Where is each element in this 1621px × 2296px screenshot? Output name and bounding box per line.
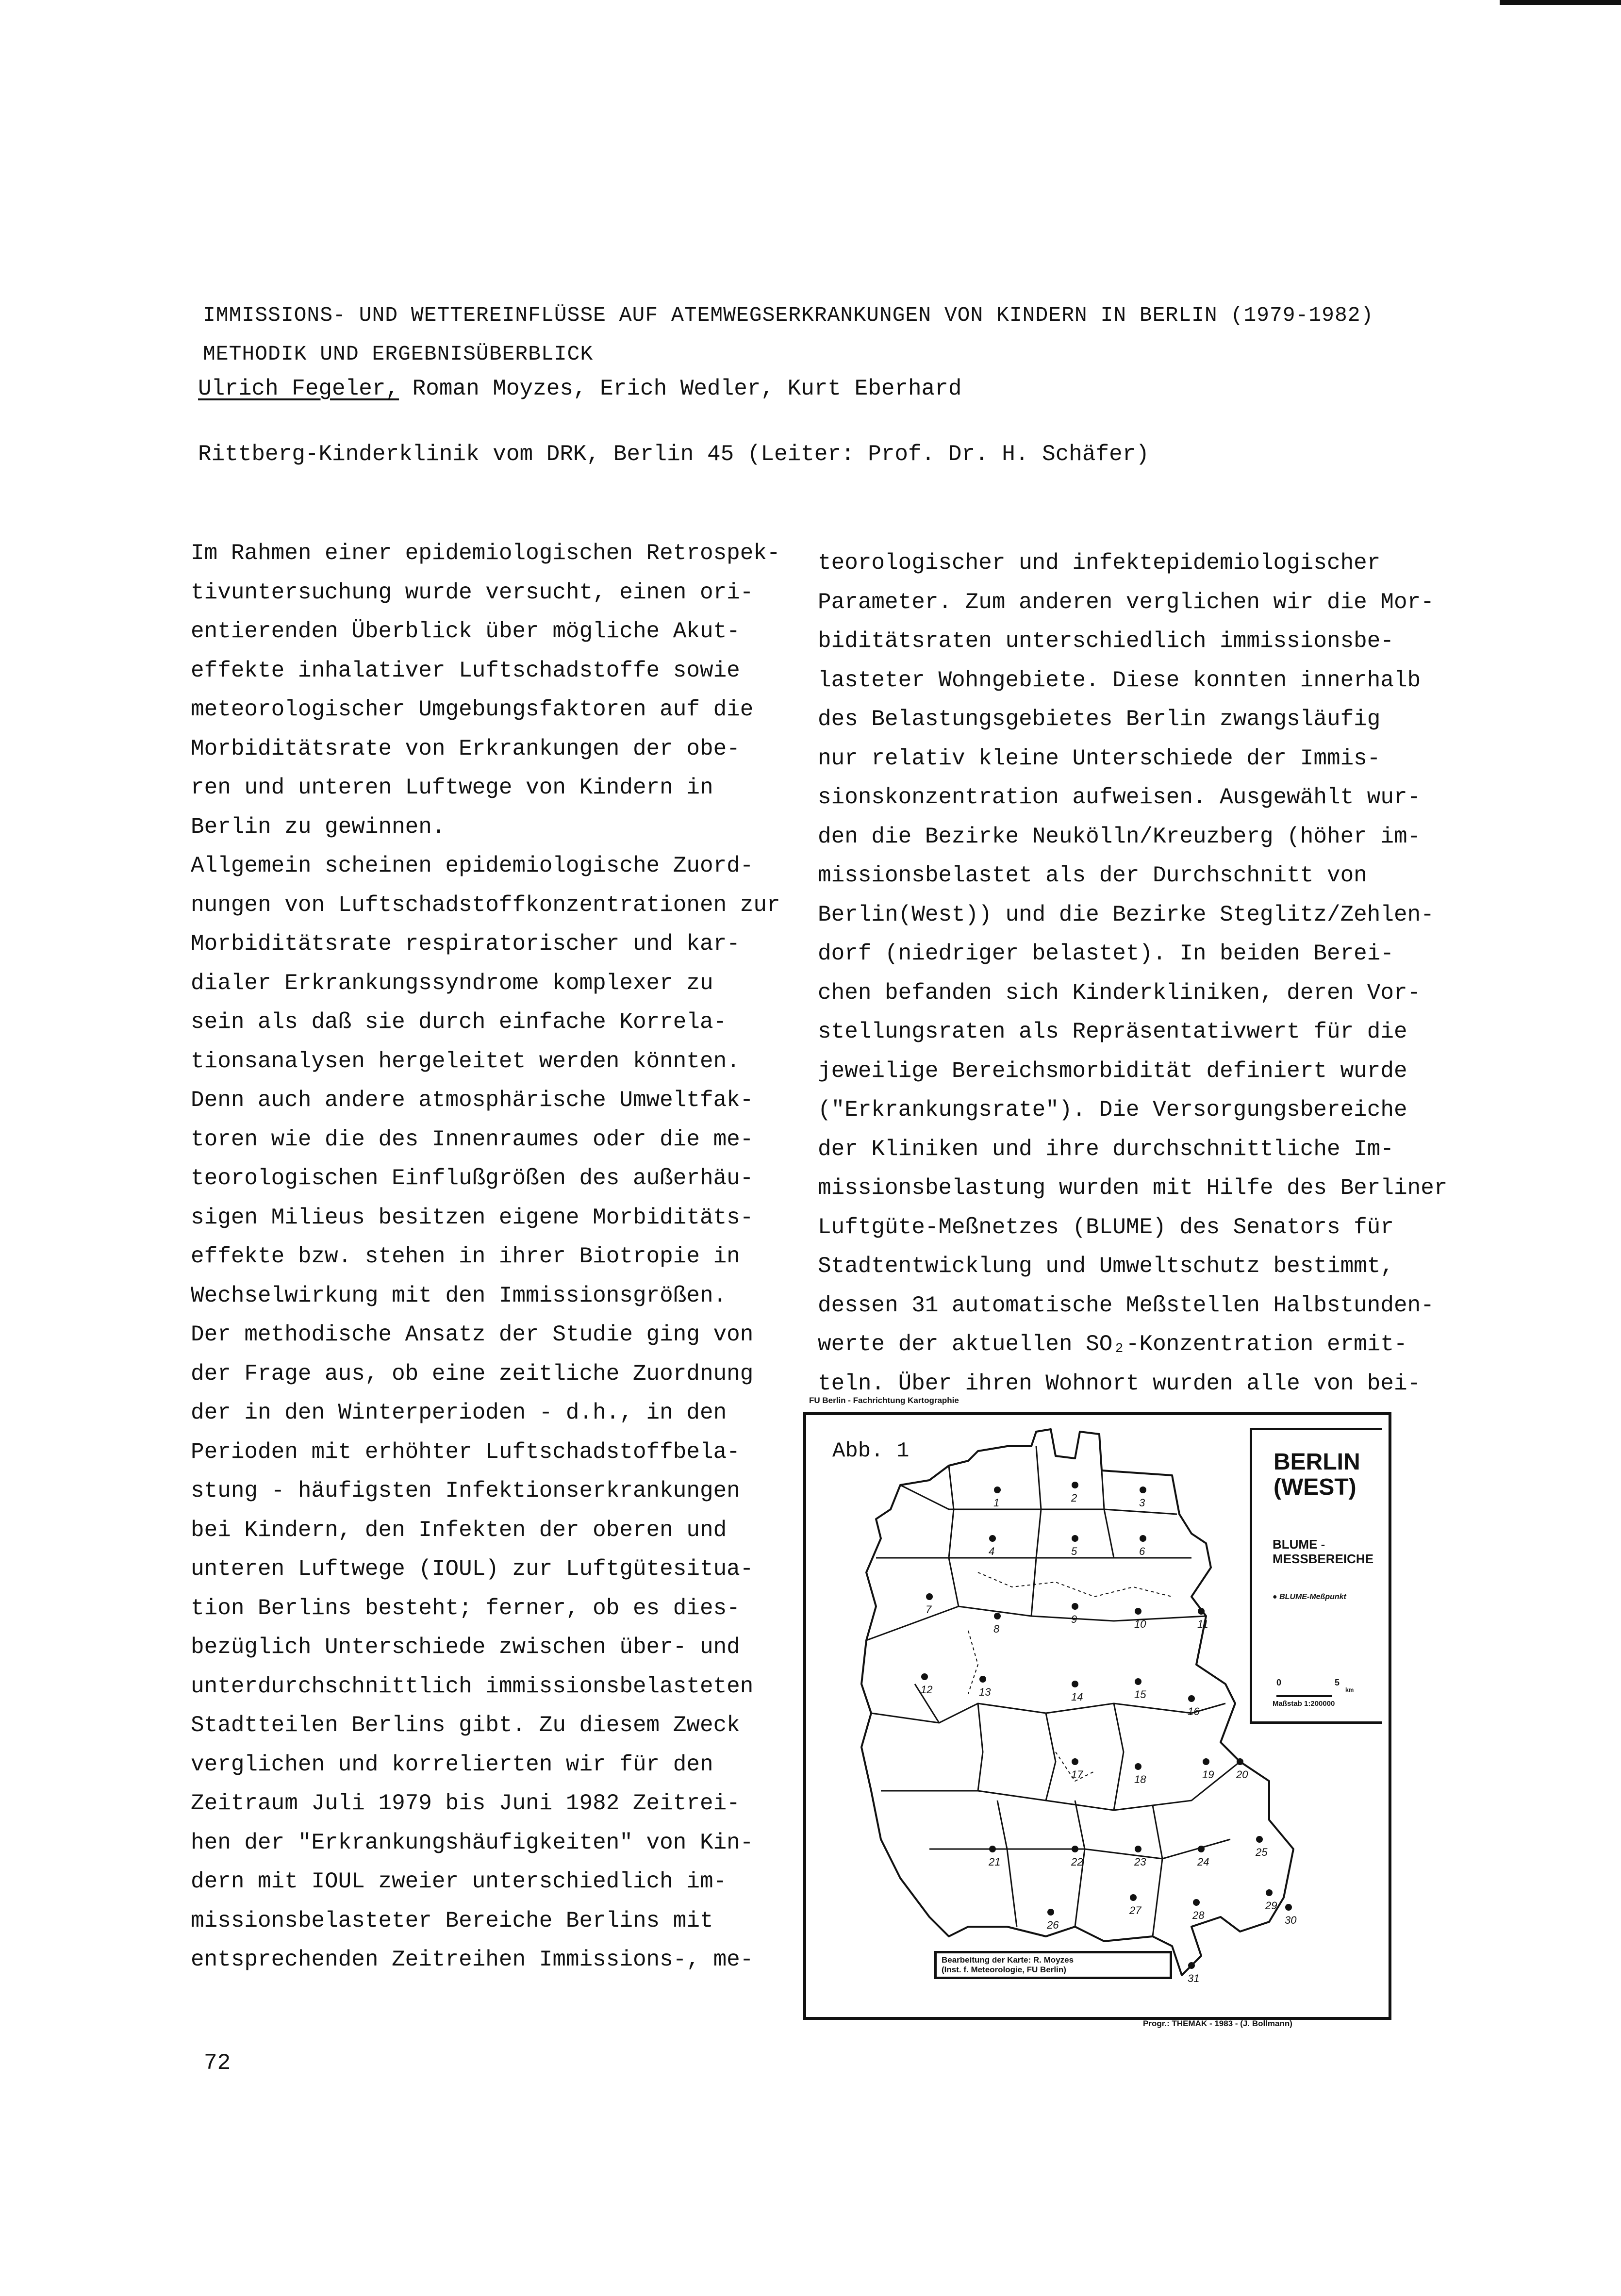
text-line: werte der aktuellen SO₂-Konzentration ermit- — [818, 1332, 1407, 1357]
station-label: 27 — [1129, 1904, 1141, 1916]
text-line: dialer Erkrankungssyndrome komplexer zu — [191, 970, 713, 996]
text-line: lasteter Wohngebiete. Diese konnten innerhalb — [818, 667, 1421, 693]
text-line: nungen von Luftschadstoffkonzentrationen zur — [191, 892, 780, 918]
text-line: hen der "Erkrankungshäufigkeiten" von Kin- — [191, 1830, 754, 1855]
text-line: Zeitraum Juli 1979 bis Juni 1982 Zeitrei- — [191, 1791, 740, 1816]
station-label: 7 — [926, 1603, 932, 1616]
text-line: unterdurchschnittlich immissionsbelasteten — [191, 1673, 754, 1699]
text-line: effekte inhalativer Luftschadstoffe sowie — [191, 658, 740, 683]
district-line — [1114, 1703, 1124, 1810]
text-line: teorologischer und infektepidemiologischer — [818, 550, 1381, 576]
text-line: missionsbelasteter Bereiche Berlins mit — [191, 1908, 713, 1933]
station-label: 28 — [1192, 1909, 1205, 1921]
station-dot — [1188, 1962, 1195, 1969]
district-line — [1031, 1446, 1041, 1616]
station-label: 17 — [1071, 1768, 1083, 1781]
text-line: tion Berlins besteht; ferner, ob es dies- — [191, 1595, 740, 1621]
text-line: entierenden Überblick über mögliche Akut- — [191, 619, 740, 644]
station-label: 3 — [1139, 1497, 1145, 1509]
station-label: 2 — [1071, 1492, 1077, 1504]
station-label: 31 — [1188, 1972, 1200, 1984]
station-dot — [1072, 1846, 1078, 1852]
text-line: sigen Milieus besitzen eigene Morbiditäts- — [191, 1205, 754, 1230]
text-line: des Belastungsgebietes Berlin zwangsläufig — [818, 707, 1381, 732]
scale-unit: km — [1345, 1686, 1354, 1693]
text-line: stung - häufigsten Infektionserkrankungen — [191, 1478, 740, 1503]
legend-item: ● BLUME-Meßpunkt — [1273, 1593, 1346, 1601]
district-line — [949, 1466, 959, 1606]
text-line: sein als daß sie durch einfache Korrela- — [191, 1009, 727, 1035]
text-column-left — [191, 534, 780, 1980]
station-dot — [1188, 1695, 1195, 1702]
figure-map — [803, 1396, 1395, 2033]
station-label: 9 — [1071, 1613, 1077, 1625]
station-dot — [1266, 1889, 1273, 1896]
text-line: tivuntersuchung wurde versucht, einen ori- — [191, 579, 754, 605]
district-line — [871, 1703, 1225, 1723]
presenting-author: Ulrich Fegeler, — [198, 376, 399, 401]
text-line: effekte bzw. stehen in ihrer Biotropie in — [191, 1244, 740, 1269]
station-label: 5 — [1071, 1545, 1077, 1557]
station-label: 16 — [1188, 1705, 1200, 1718]
station-markers — [921, 1482, 1297, 1984]
station-dot — [989, 1535, 996, 1542]
text-line: Der methodische Ansatz der Studie ging von — [191, 1322, 754, 1347]
station-dot — [1047, 1909, 1054, 1916]
scale-text: Maßstab 1:200000 — [1273, 1700, 1335, 1708]
text-line: Allgemein scheinen epidemiologische Zuord- — [191, 853, 754, 878]
district-line — [1153, 1805, 1162, 1936]
text-line: Luftgüte-Meßnetzes (BLUME) des Senators für — [818, 1214, 1394, 1240]
author-list — [198, 376, 961, 401]
map-program-note: Progr.: THEMAK - 1983 - (J. Bollmann) — [1143, 2019, 1292, 2028]
text-line: ren und unteren Luftwege von Kindern in — [191, 775, 713, 800]
station-dot — [1135, 1678, 1141, 1685]
station-label: 1 — [993, 1497, 1000, 1509]
text-line: dern mit IOUL zweier unterschiedlich im- — [191, 1869, 727, 1894]
station-label: 14 — [1071, 1691, 1083, 1703]
station-dot — [1198, 1608, 1205, 1615]
station-dot — [1135, 1763, 1141, 1770]
district-line — [978, 1703, 983, 1791]
text-line: der Kliniken und ihre durchschnittliche Im- — [818, 1136, 1394, 1162]
station-dot — [1072, 1535, 1078, 1542]
text-line: ("Erkrankungsrate"). Die Versorgungsbereiche — [818, 1097, 1407, 1123]
station-label: 4 — [989, 1545, 995, 1557]
station-dot — [1072, 1482, 1078, 1488]
station-dot — [1072, 1681, 1078, 1687]
text-line: stellungsraten als Repräsentativwert für die — [818, 1019, 1407, 1044]
station-dot — [1135, 1846, 1141, 1852]
figure-source-note: FU Berlin - Fachrichtung Kartographie — [809, 1396, 959, 1405]
scale-five: 5 — [1335, 1678, 1340, 1687]
station-label: 11 — [1197, 1618, 1208, 1630]
text-line: Perioden mit erhöhter Luftschadstoffbela- — [191, 1439, 740, 1465]
scale-zero: 0 — [1276, 1678, 1282, 1687]
district-line — [900, 1485, 1177, 1514]
text-line: Berlin zu gewinnen. — [191, 814, 446, 840]
station-dot — [989, 1846, 996, 1852]
text-line: der in den Winterperioden - d.h., in den — [191, 1400, 727, 1425]
text-line: missionsbelastung wurden mit Hilfe des Berliner — [818, 1175, 1448, 1201]
station-dot — [1198, 1846, 1205, 1852]
district-line — [1102, 1470, 1114, 1558]
page-number: 72 — [204, 2050, 231, 2076]
station-label: 10 — [1134, 1618, 1146, 1630]
text-line: toren wie die des Innenraumes oder die me- — [191, 1126, 754, 1152]
text-line: bei Kindern, den Infekten der oberen und — [191, 1517, 727, 1543]
legend-city: BERLIN (WEST) — [1274, 1449, 1360, 1500]
co-authors: Roman Moyzes, Erich Wedler, Kurt Eberhard — [399, 376, 962, 401]
station-dot — [1237, 1758, 1243, 1765]
station-dot — [1130, 1894, 1137, 1901]
legend-subtitle: BLUME - MESSBEREICHE — [1273, 1537, 1374, 1566]
station-dot — [1256, 1836, 1263, 1843]
river-line — [968, 1631, 978, 1694]
district-line — [866, 1606, 1206, 1640]
station-dot — [994, 1613, 1001, 1619]
district-line — [881, 1762, 1240, 1810]
station-label: 21 — [989, 1856, 1001, 1868]
text-line: den die Bezirke Neukölln/Kreuzberg (höher im- — [818, 824, 1421, 849]
station-label: 24 — [1197, 1856, 1209, 1868]
text-line: unteren Luftwege (IOUL) zur Luftgütesitua- — [191, 1556, 754, 1582]
station-label: 19 — [1202, 1768, 1214, 1781]
text-line: Morbiditätsrate respiratorischer und kar- — [191, 931, 740, 957]
station-dot — [1140, 1487, 1146, 1493]
text-column-right — [818, 544, 1447, 1403]
scan-edge-mark — [1500, 0, 1621, 5]
station-label: 25 — [1256, 1846, 1268, 1858]
text-line: biditätsraten unterschiedlich immissionsbe- — [818, 628, 1394, 654]
text-line: dessen 31 automatische Meßstellen Halbstunden- — [818, 1292, 1434, 1318]
station-label: 26 — [1047, 1919, 1059, 1931]
text-line: Denn auch andere atmosphärische Umweltfak- — [191, 1088, 754, 1113]
station-dot — [921, 1673, 928, 1680]
text-line: missionsbelastet als der Durchschnitt von — [818, 863, 1367, 888]
title-line: METHODIK UND ERGEBNISÜBERBLICK — [203, 342, 594, 366]
station-label: 22 — [1071, 1856, 1083, 1868]
text-line: dorf (niedriger belastet). In beiden Berei- — [818, 941, 1394, 966]
text-line: Parameter. Zum anderen verglichen wir die Mor- — [818, 589, 1434, 615]
text-line: nur relativ kleine Unterschiede der Immis- — [818, 745, 1381, 771]
text-line: tionsanalysen hergeleitet werden könnten. — [191, 1048, 740, 1074]
text-line: bezüglich Unterschiede zwischen über- und — [191, 1635, 740, 1660]
text-line: sionskonzentration aufweisen. Ausgewählt wur- — [818, 785, 1421, 810]
text-line: Morbiditätsrate von Erkrankungen der obe- — [191, 736, 740, 761]
text-line: der Frage aus, ob eine zeitliche Zuordnung — [191, 1361, 754, 1387]
station-label: 18 — [1134, 1773, 1146, 1785]
text-line: teorologischen Einflußgrößen des außerhäu- — [191, 1166, 754, 1191]
text-line: verglichen und korrelierten wir für den — [191, 1751, 713, 1777]
station-label: 6 — [1139, 1545, 1145, 1557]
station-label: 23 — [1134, 1856, 1146, 1868]
station-label: 20 — [1236, 1768, 1248, 1781]
institution: Rittberg-Kinderklinik vom DRK, Berlin 45 (Leiter: Prof. Dr. H. Schäfer) — [198, 442, 1149, 467]
station-label: 13 — [979, 1686, 991, 1698]
text-line: Stadtentwicklung und Umweltschutz bestimmt, — [818, 1254, 1394, 1279]
text-line: teln. Über ihren Wohnort wurden alle von bei- — [818, 1371, 1421, 1396]
text-line: Berlin(West)) und die Bezirke Steglitz/Zehlen- — [818, 902, 1434, 927]
river-line — [978, 1572, 1172, 1597]
text-line: jeweilige Bereichsmorbidität definiert wurde — [818, 1058, 1407, 1084]
station-dot — [1140, 1535, 1146, 1542]
station-label: 12 — [921, 1684, 933, 1696]
station-dot — [1072, 1603, 1078, 1610]
station-dot — [1203, 1758, 1209, 1765]
map-legend — [1250, 1428, 1382, 1724]
text-line: Stadtteilen Berlins gibt. Zu diesem Zweck — [191, 1713, 740, 1738]
map-credit: Bearbeitung der Karte: R. Moyzes (Inst. f. Meteorologie, FU Berlin) — [934, 1951, 1172, 1979]
title-line: IMMISSIONS- UND WETTEREINFLÜSSE AUF ATEMWEGSERKRANKUNGEN VON KINDERN IN BERLIN (1979-1982) — [203, 303, 1374, 327]
text-line: chen befanden sich Kinderkliniken, deren Vor- — [818, 980, 1421, 1006]
station-label: 30 — [1285, 1914, 1297, 1926]
station-dot — [1135, 1608, 1141, 1615]
station-label: 29 — [1265, 1900, 1277, 1912]
figure-label: Abb. 1 — [832, 1439, 910, 1463]
station-dot — [1193, 1899, 1200, 1906]
text-line: meteorologischer Umgebungsfaktoren auf die — [191, 697, 754, 722]
station-label: 8 — [993, 1623, 1000, 1635]
text-line: Im Rahmen einer epidemiologischen Retrospek- — [191, 541, 780, 566]
station-dot — [1285, 1904, 1292, 1911]
station-label: 15 — [1134, 1688, 1146, 1701]
station-dot — [979, 1676, 986, 1683]
paper-title — [203, 296, 1465, 374]
station-dot — [926, 1593, 933, 1600]
station-dot — [1072, 1758, 1078, 1765]
station-dot — [994, 1487, 1001, 1493]
district-line — [1046, 1713, 1056, 1800]
text-line: Wechselwirkung mit den Immissionsgrößen. — [191, 1283, 727, 1308]
text-line: entsprechenden Zeitreihen Immissions-, me- — [191, 1947, 754, 1972]
